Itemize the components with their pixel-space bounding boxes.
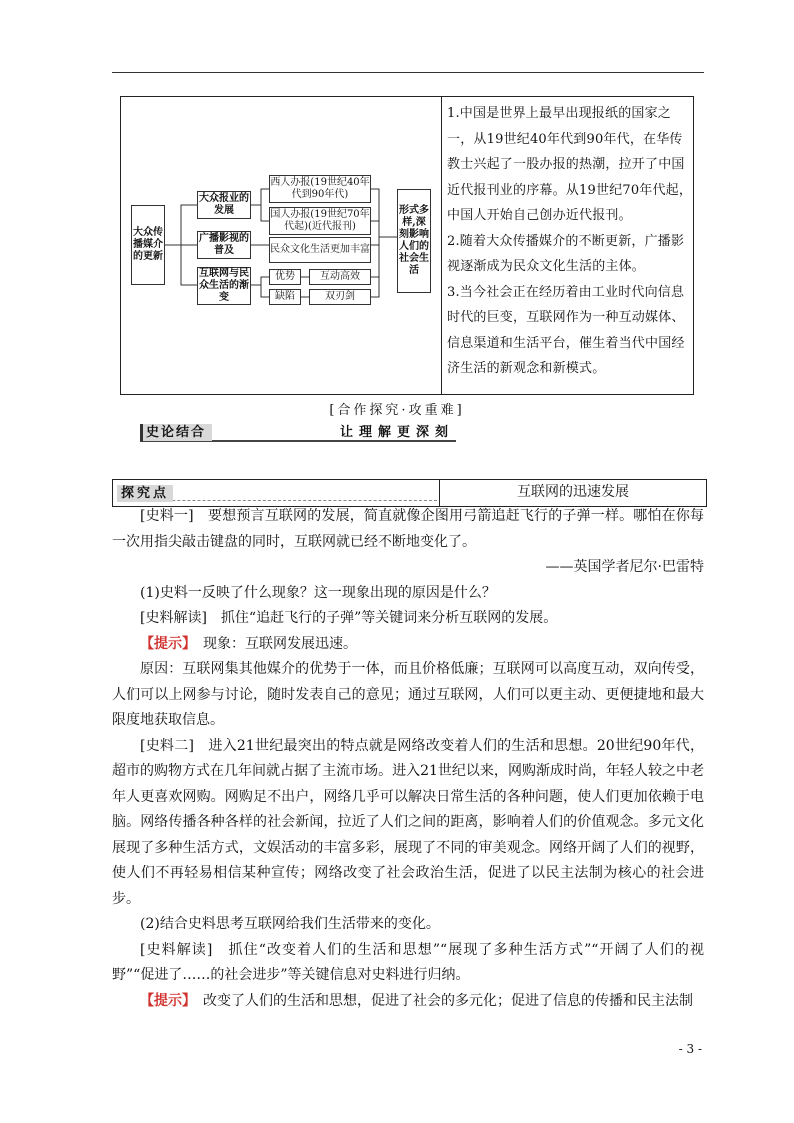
- topic-label: [117, 482, 437, 501]
- diagram-result: 形式多样,深刻影响人们的社会生活: [397, 189, 431, 293]
- hint-1: [112, 632, 704, 658]
- hint-2-label: 【提示】: [140, 992, 189, 1009]
- note-3: 3.当今社会正在经历着由工业时代向信息时代的巨变，互联网作为一种互动媒体、信息渠道和生活平台，催生着当代中国经济生活的新观念和新模式。: [447, 284, 685, 376]
- reason-1: 原因：互联网集其他媒介的优势于一体，而且价格低廉；互联网可以高度互动，双向传受，人们可以上网参与讨论，随时发表自己的意见；通过互联网，人们可以更主动、更便捷地和最大限度地获取信息。: [112, 661, 704, 728]
- diagram-leaf-advantage: 优势: [269, 269, 301, 285]
- diagram-branch-broadcast: 广播影视的普及: [197, 231, 251, 259]
- diagram-leaf-interactive: 互动高效: [309, 269, 371, 285]
- diagram-leaf-double-edged: 双刃剑: [309, 289, 371, 305]
- diagram-root: 大众传播媒介的更新: [131, 205, 165, 285]
- summary-table: [120, 96, 694, 395]
- section-caption: [合作探究·攻重难]: [329, 403, 465, 418]
- question-2: (2)结合史料思考互联网给我们生活带来的变化。: [140, 916, 440, 932]
- diagram-branch-press: 大众报业的发展: [197, 191, 251, 219]
- banner-subtitle: 让理解更深刻: [340, 425, 455, 440]
- interpretation-1: [史料解读] 抓住“追赶飞行的子弹”等关键词来分析互联网的发展。: [140, 610, 558, 626]
- hint-2-text: 改变了人们的生活和思想，促进了社会的多元化；促进了信息的传播和民主法制: [189, 992, 693, 1009]
- summary-notes: [447, 101, 693, 382]
- page-number: - 3 -: [678, 1042, 702, 1056]
- topic-label-text: 探究点: [117, 485, 173, 502]
- diagram-branch-internet: 互联网与民众生活的渐变: [199, 268, 249, 303]
- source-2: [史料二] 进入21世纪最突出的特点就是网络改变着人们的生活和思想。20世纪90年代，超市的购物方式在几年间就占据了主流市场。进入21世纪以来，网购渐成时尚，年轻人较之中老年人更喜欢网购。网购足不出户，网络几乎可以解决日常生活的各种问题，使人们更加依赖于电脑。网络传播各种各样的社会新闻，拉近了人们之间的距离，影响着人们的价值观念。多元文化展现了多种生活方式，文娱活动的丰富多彩，展现了不同的审美观念。网络开阔了人们的视野，使人们不再轻易相信某种宣传；网络改变了社会政治生活，促进了以民主法制为核心的社会进步。: [112, 737, 704, 907]
- header-rule: [112, 72, 704, 73]
- diagram-leaf-chinese-press: 国人办报(19世纪70年代起)(近代报刊): [269, 207, 371, 235]
- source-1-attribution: ——英国学者尼尔·巴雷特: [545, 559, 704, 575]
- note-2: 2.随着大众传播媒介的不断更新，广播影视逐渐成为民众文化生活的主体。: [447, 233, 685, 274]
- diagram-leaf-cultural-life: 民众文化生活更加丰富: [269, 237, 371, 263]
- hint-2: [112, 989, 704, 1015]
- interpretation-2: [史料解读] 抓住“改变着人们的生活和思想”“展现了多种生活方式”“开阔了人们的视野”“促进了……的社会进步”等关键信息对史料进行归纳。: [112, 941, 704, 983]
- summary-divider: [441, 97, 442, 394]
- diagram-leaf-defect: 缺陷: [269, 289, 301, 305]
- section-banner: [140, 424, 456, 444]
- hint-1-label: 【提示】: [140, 635, 189, 652]
- hint-1-text: 现象：互联网发展迅速。: [189, 635, 357, 652]
- topic-title: 互联网的迅速发展: [517, 484, 629, 500]
- banner-tag-text: 史论结合: [146, 425, 207, 440]
- note-1: 1.中国是世界上最早出现报纸的国家之一，从19世纪40年代到90年代，在华传教士兴起了一股办报的热潮，拉开了中国近代报刊业的序幕。从19世纪70年代起，中国人开始自己创办近代报刊。: [447, 106, 693, 223]
- source-1: [史料一] 要想预言互联网的发展，简直就像企图用弓箭追赶飞行的子弹一样。哪怕在你每一次用指尖敲击键盘的同时，互联网就已经不断地变化了。: [112, 508, 704, 550]
- question-1: (1)史料一反映了什么现象？这一现象出现的原因是什么？: [140, 584, 496, 601]
- banner-tag: [140, 424, 212, 441]
- knowledge-diagram: [121, 97, 441, 396]
- body-text: [112, 504, 704, 1014]
- diagram-leaf-western-press: 西人办报(19世纪40年代到90年代): [269, 175, 371, 203]
- topic-table: [112, 479, 707, 507]
